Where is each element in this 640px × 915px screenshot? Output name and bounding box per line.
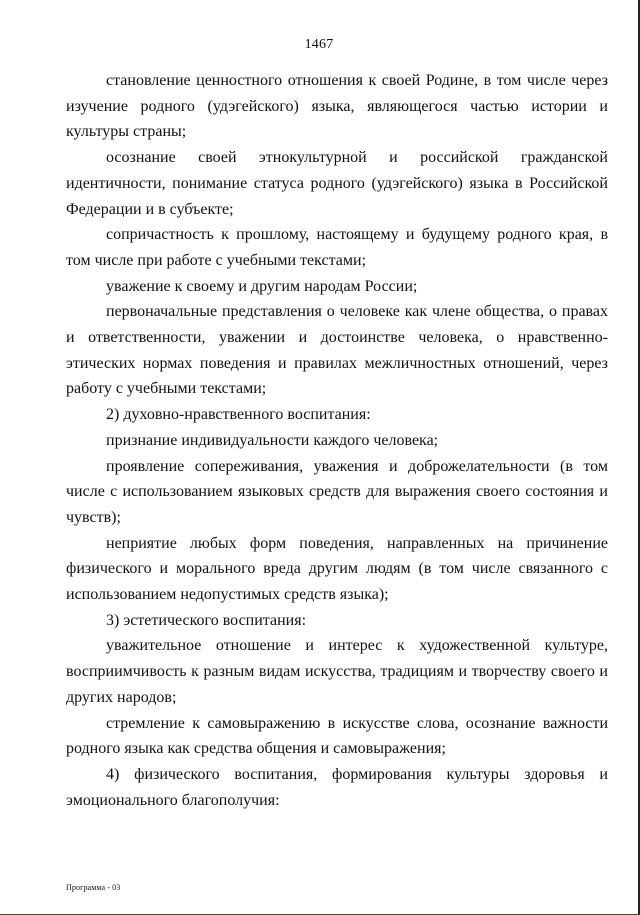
paragraph: неприятие любых форм поведения, направленных на причинение физического и морального вреда другим людям (в том числе связанного с использованием недопустимых средств языка); bbox=[66, 534, 608, 604]
paragraph: проявление сопереживания, уважения и доброжелательности (в том числе с использованием языковых средств для выражения своего состояния и чувств); bbox=[66, 457, 608, 526]
paragraph: уважительное отношение и интерес к художественной культуре, восприимчивость к разным видам искусства, традициям и творчеству своего и других народов; bbox=[66, 637, 608, 706]
page-number: 1467 bbox=[304, 37, 334, 52]
section-heading: 4) физического воспитания, формирования культуры здоровья и эмоционального благополучия: bbox=[66, 765, 608, 809]
paragraph: осознание своей этнокультурной и российской гражданской идентичности, понимание статуса родного (удэгейского) языка в Российской Федерации и в субъекте; bbox=[66, 149, 608, 218]
paragraph: стремление к самовыражению в искусстве слова, осознание важности родного языка как средства общения и самовыражения; bbox=[66, 714, 608, 758]
page-content bbox=[66, 68, 608, 813]
paragraph: признание индивидуальности каждого человека; bbox=[106, 431, 439, 449]
paragraph: первоначальные представления о человеке как члене общества, о правах и ответственности, уважении и достоинстве человека, о нравственно-этических нормах поведения и правилах межличностных отношений, через работу с учебными текстами; bbox=[66, 303, 608, 398]
footer-label: Программа - 03 bbox=[66, 883, 121, 892]
paragraph: становление ценностного отношения к своей Родине, в том числе через изучение родного (удэгейского) языка, являющегося частью истории и культуры страны; bbox=[66, 72, 608, 141]
section-heading: 2) духовно-нравственного воспитания: bbox=[106, 406, 371, 424]
paragraph: сопричастность к прошлому, настоящему и будущему родного края, в том числе при работе с учебными текстами; bbox=[66, 226, 608, 269]
paragraph: уважение к своему и другим народам России; bbox=[106, 277, 418, 295]
section-heading: 3) эстетического воспитания: bbox=[106, 611, 307, 629]
